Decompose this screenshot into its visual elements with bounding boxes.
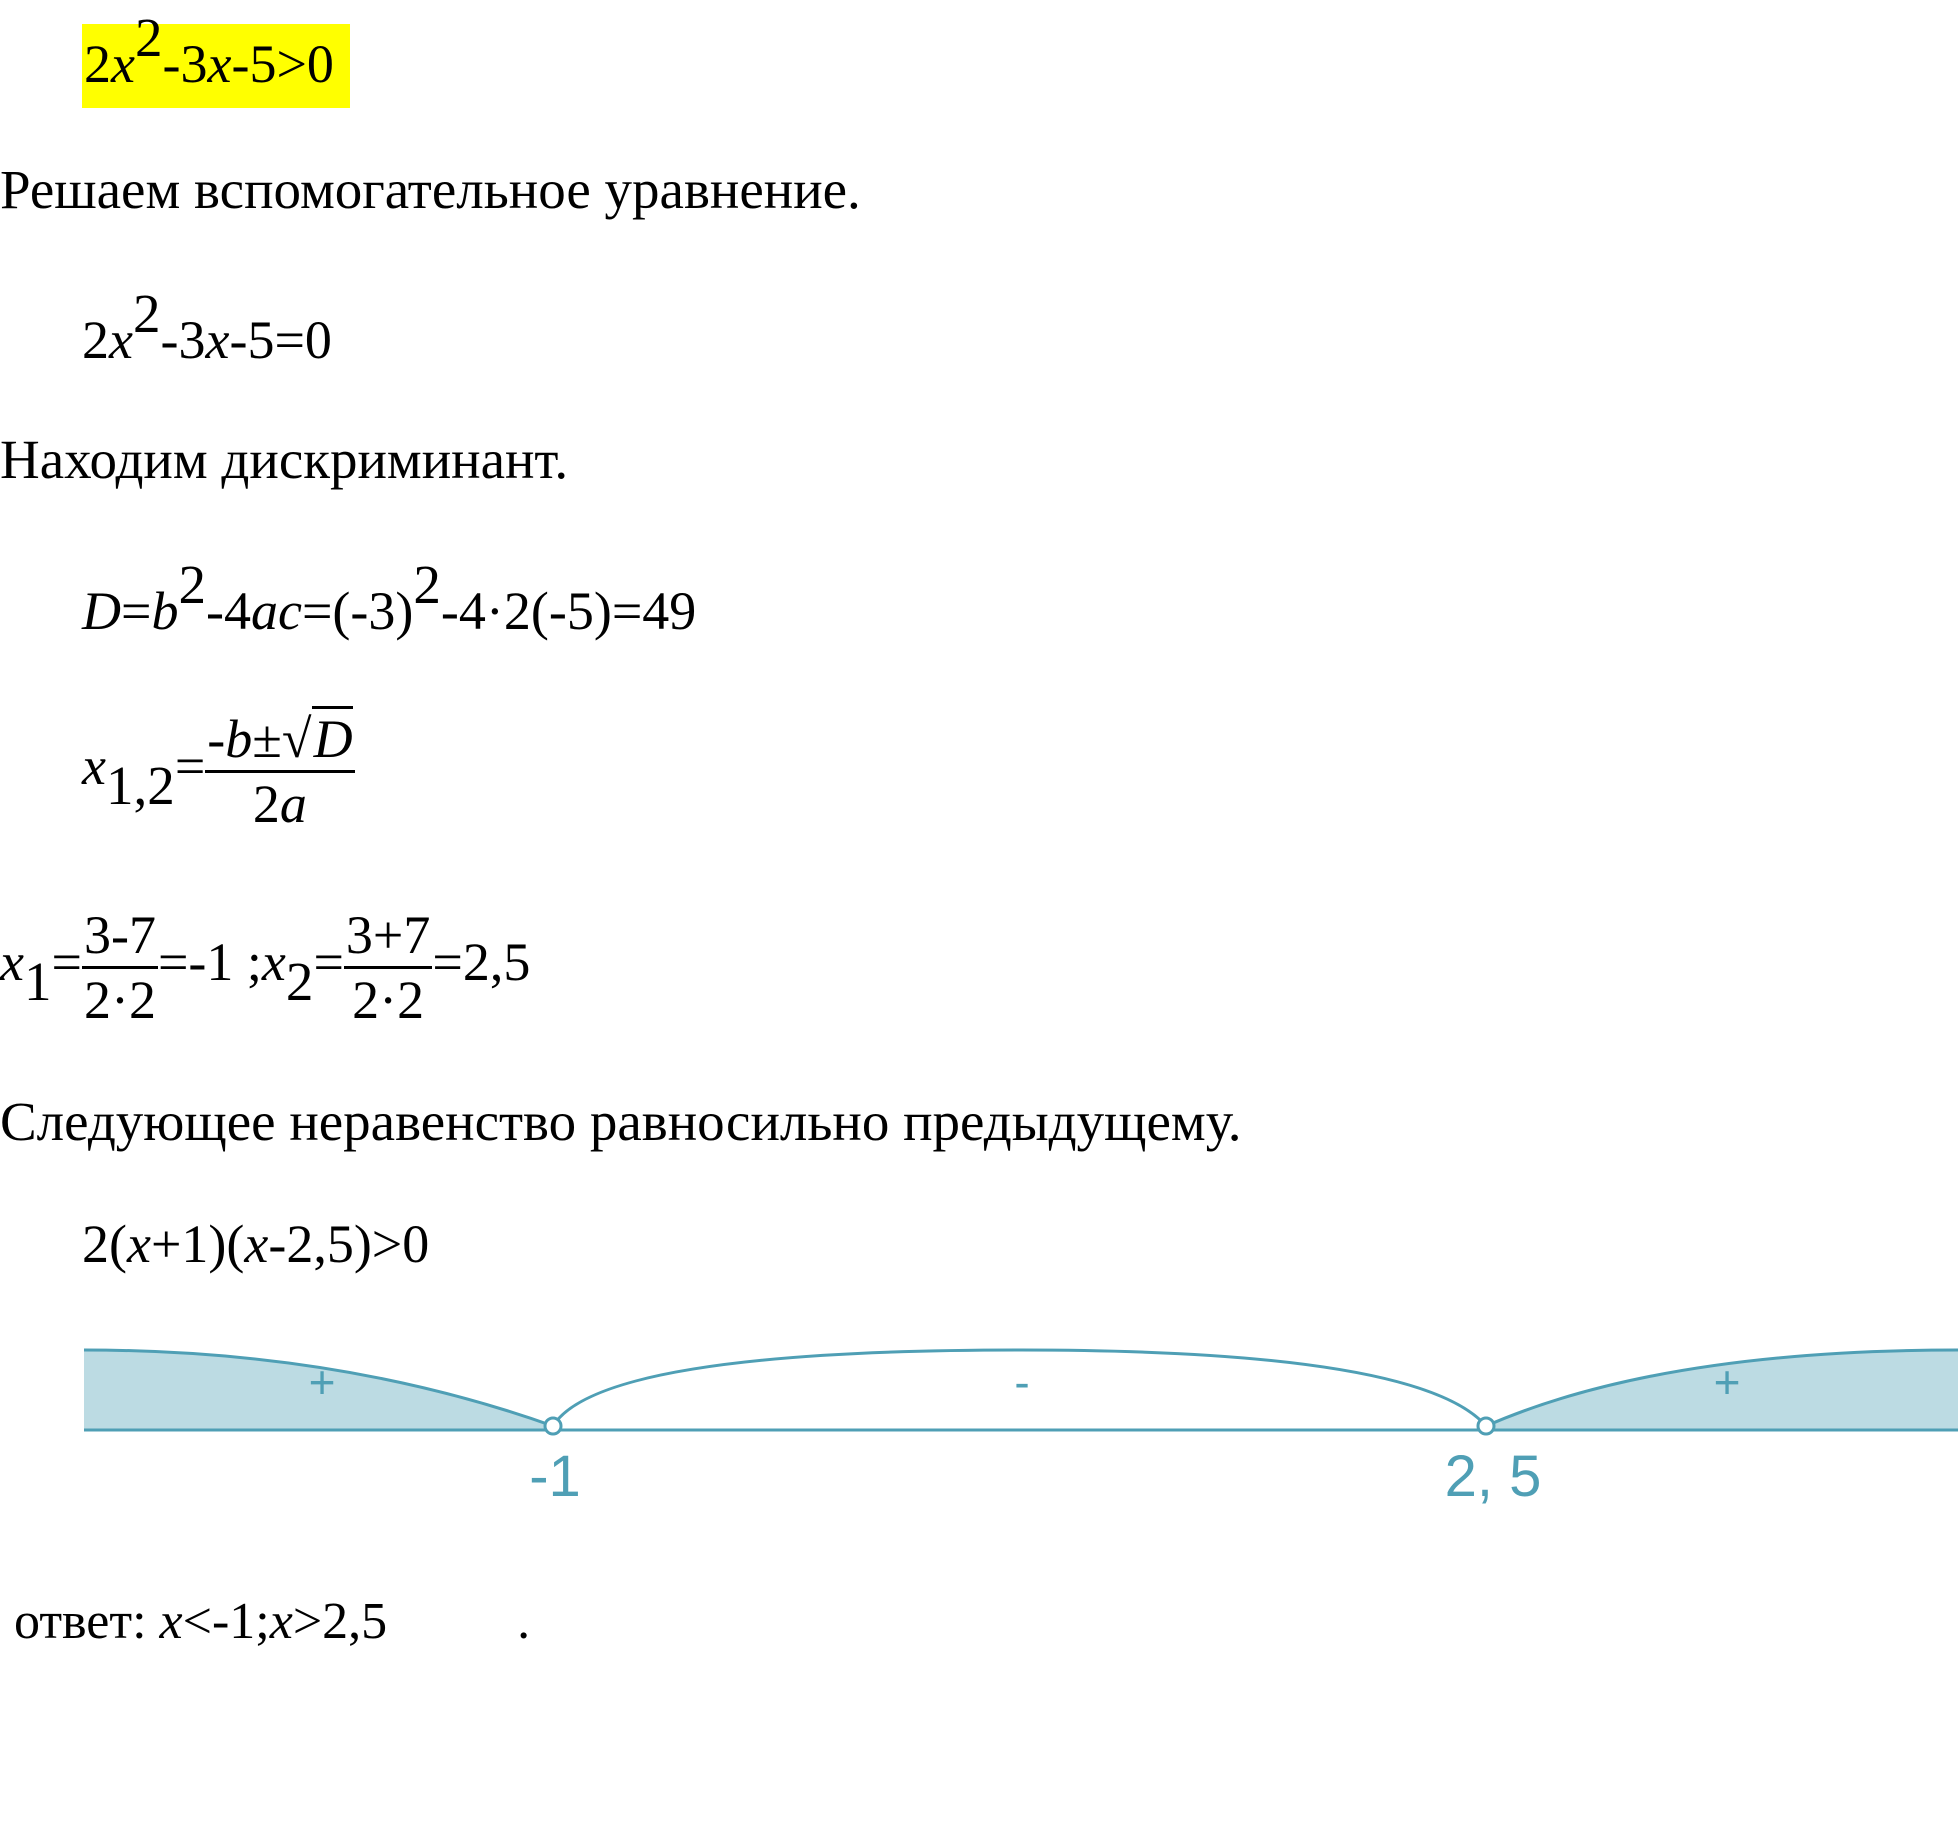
answer-part: >2,5: [292, 1593, 388, 1650]
point-label-minus-1: -1: [529, 1444, 581, 1509]
exponent: 2: [178, 553, 207, 615]
var-x: x: [82, 735, 106, 796]
var-D: D: [82, 581, 121, 641]
term: +1)(: [150, 1214, 245, 1274]
var-x: x: [0, 931, 24, 992]
coef: 2: [84, 34, 111, 94]
fraction: [82, 905, 158, 1030]
inequality-highlight: [82, 6, 350, 108]
sign-left: +: [308, 1356, 336, 1408]
equals: =: [313, 931, 344, 992]
plus-minus-sqrt: ±√: [252, 709, 312, 769]
var-x: x: [205, 310, 230, 370]
var-x: x: [207, 34, 232, 94]
numerator: 3+7: [344, 908, 432, 969]
coef: 2: [82, 310, 109, 370]
roots-formula: [82, 709, 355, 834]
numerator: [205, 709, 354, 773]
sign-chart: [0, 1330, 1958, 1570]
discriminant-formula: [82, 553, 697, 641]
fraction: [344, 905, 432, 1030]
inequality: [82, 6, 350, 94]
point-minus-1: [545, 1418, 561, 1434]
var-D: D: [312, 706, 353, 769]
step-text-disc: Находим дискриминант.: [0, 429, 569, 490]
term: 2(: [82, 1214, 127, 1274]
equals: =: [174, 735, 206, 796]
root-value: =2,5: [432, 931, 531, 992]
var-x: x: [261, 931, 286, 992]
term: -3: [160, 310, 206, 370]
denominator: 2·2: [83, 970, 156, 1030]
minus: -: [207, 709, 226, 769]
var-ac: ac: [251, 581, 302, 641]
term: -5=0: [229, 310, 332, 370]
term: -3: [162, 34, 208, 94]
sign-middle: -: [1014, 1356, 1030, 1408]
factored-inequality: [82, 1214, 430, 1274]
root-value: =-1 ;: [157, 931, 262, 992]
sign-right: +: [1713, 1356, 1741, 1408]
answer: [14, 1593, 531, 1650]
aux-equation: [82, 282, 332, 370]
var-x: x: [126, 1214, 151, 1274]
var-b: b: [151, 581, 179, 641]
var-x: x: [111, 34, 135, 94]
step-text-aux: Решаем вспомогательное уравнение.: [0, 159, 861, 220]
step-text-equiv: Следующее неравенство равносильно предыдущему.: [0, 1091, 1242, 1152]
equals: =: [51, 931, 82, 992]
roots-values: [0, 905, 531, 1030]
subscript: 2: [285, 950, 314, 1012]
point-2-5: [1478, 1418, 1494, 1434]
exponent: 2: [413, 553, 441, 615]
var-x: x: [109, 310, 133, 370]
point-label-2-5: 2, 5: [1444, 1444, 1542, 1509]
subscript: 1: [23, 950, 52, 1012]
exponent: 2: [132, 282, 161, 344]
term: -2,5)>0: [268, 1214, 430, 1274]
var-x: x: [159, 1593, 183, 1650]
coef: 2: [252, 774, 280, 834]
term: -5>0: [231, 34, 334, 94]
numerator: 3-7: [82, 908, 158, 969]
answer-label: ответ:: [14, 1593, 160, 1650]
var-x: x: [269, 1593, 293, 1650]
denominator: [251, 773, 309, 834]
subscript: 1,2: [105, 754, 175, 816]
term: -4·2(-5)=49: [440, 581, 697, 641]
answer-dot: .: [517, 1593, 531, 1650]
exponent: 2: [134, 6, 163, 68]
var-x: x: [244, 1214, 269, 1274]
fraction: [205, 709, 354, 834]
var-b: b: [225, 709, 253, 769]
term: =(-3): [301, 581, 414, 641]
var-a: a: [279, 774, 307, 834]
denominator: 2·2: [352, 970, 425, 1030]
equals: =: [121, 581, 152, 641]
answer-part: <-1;: [182, 1593, 270, 1650]
term: -4: [206, 581, 251, 641]
